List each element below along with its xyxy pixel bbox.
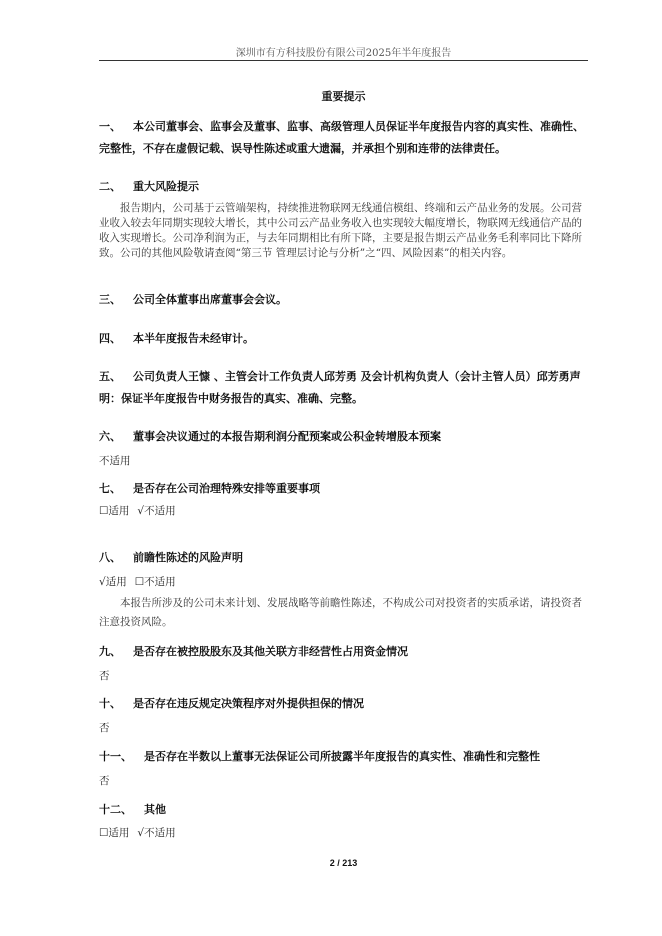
item-3-number: 三、 <box>99 293 121 306</box>
item-1-number: 一、 <box>99 120 121 133</box>
item-10-number: 十、 <box>99 697 121 710</box>
item-12-options <box>99 825 184 840</box>
page-number: 2 / 213 <box>329 858 358 868</box>
item-11-number: 十一、 <box>99 750 132 763</box>
item-9-number: 九、 <box>99 645 121 658</box>
item-7-options <box>99 503 184 518</box>
page-header: 深圳市有方科技股份有限公司2025年半年度报告 <box>235 48 452 59</box>
item-8-text: 前瞻性陈述的风险声明 <box>133 551 243 564</box>
item-2-heading <box>99 176 588 198</box>
item-8-options <box>99 574 184 589</box>
item-6-text: 董事会决议通过的本报告期利润分配预案或公积金转增股本预案 <box>133 430 441 443</box>
item-9-heading <box>99 641 588 663</box>
item-1-text: 本公司董事会、监事会及董事、监事、高级管理人员保证半年度报告内容的真实性、准确性、完整性，不存在虚假记载、误导性陈述或重大遗漏，并承担个别和连带的法律责任。 <box>99 120 584 155</box>
item-7-option-not-applicable: √不适用 <box>137 505 176 517</box>
item-8-heading <box>99 547 588 569</box>
item-3-heading <box>99 289 588 311</box>
item-7-option-applicable: ☐适用 <box>99 505 130 517</box>
item-3-text: 公司全体董事出席董事会会议。 <box>133 293 287 306</box>
item-2-text: 重大风险提示 <box>133 180 199 193</box>
item-10-heading <box>99 693 588 715</box>
item-6-heading <box>99 426 588 448</box>
item-2-number: 二、 <box>99 180 121 193</box>
item-12-number: 十二、 <box>99 803 132 816</box>
item-11-heading <box>99 746 588 768</box>
item-12-option-not-applicable: √不适用 <box>137 827 176 839</box>
item-5-number: 五、 <box>99 370 121 383</box>
item-10-answer: 否 <box>99 722 110 734</box>
item-12-heading <box>99 799 588 821</box>
item-8-number: 八、 <box>99 551 121 564</box>
item-7-heading <box>99 478 588 500</box>
item-4-number: 四、 <box>99 332 121 345</box>
item-5-text: 公司负责人王慷 、主管会计工作负责人邱芳勇 及会计机构负责人（会计主管人员）邱芳勇声明：保证半年度报告中财务报告的真实、准确、完整。 <box>99 370 581 405</box>
item-11-text: 是否存在半数以上董事无法保证公司所披露半年度报告的真实性、准确性和完整性 <box>144 750 540 763</box>
item-11-answer: 否 <box>99 775 110 787</box>
item-12-text: 其他 <box>144 803 166 816</box>
item-8-paragraph: 本报告所涉及的公司未来计划、发展战略等前瞻性陈述，不构成公司对投资者的实质承诺，请投资者注意投资风险。 <box>99 597 582 628</box>
item-4-text: 本半年度报告未经审计。 <box>133 332 254 345</box>
item-6-number: 六、 <box>99 430 121 443</box>
item-9-answer: 否 <box>99 670 110 682</box>
item-5-heading <box>99 366 588 410</box>
page-title: 重要提示 <box>321 90 366 103</box>
item-10-text: 是否存在违反规定决策程序对外提供担保的情况 <box>133 697 364 710</box>
item-4-heading <box>99 328 588 350</box>
item-8-option-not-applicable: ☐不适用 <box>134 576 176 588</box>
item-8-option-applicable: √适用 <box>99 576 127 588</box>
item-1-heading <box>99 116 588 160</box>
item-6-answer: 不适用 <box>99 455 131 467</box>
header-rule <box>99 60 588 61</box>
item-7-number: 七、 <box>99 482 121 495</box>
item-12-option-applicable: ☐适用 <box>99 827 130 839</box>
item-9-text: 是否存在被控股股东及其他关联方非经营性占用资金情况 <box>133 645 408 658</box>
risk-paragraph: 报告期内，公司基于云管端架构，持续推进物联网无线通信模组、终端和云产品业务的发展。公司营业收入较去年同期实现较大增长，其中公司云产品业务收入也实现较大幅度增长，物联网无线通信产品的收入实现增长。公司净利润为正，与去年同期相比有所下降，主要是报告期云产品业务毛利率同比下降所致。公司的其他风险敬请查阅“第三节 管理层讨论与分析”之“四、风险因素”的相关内容。 <box>99 202 582 259</box>
item-7-text: 是否存在公司治理特殊安排等重要事项 <box>133 482 320 495</box>
